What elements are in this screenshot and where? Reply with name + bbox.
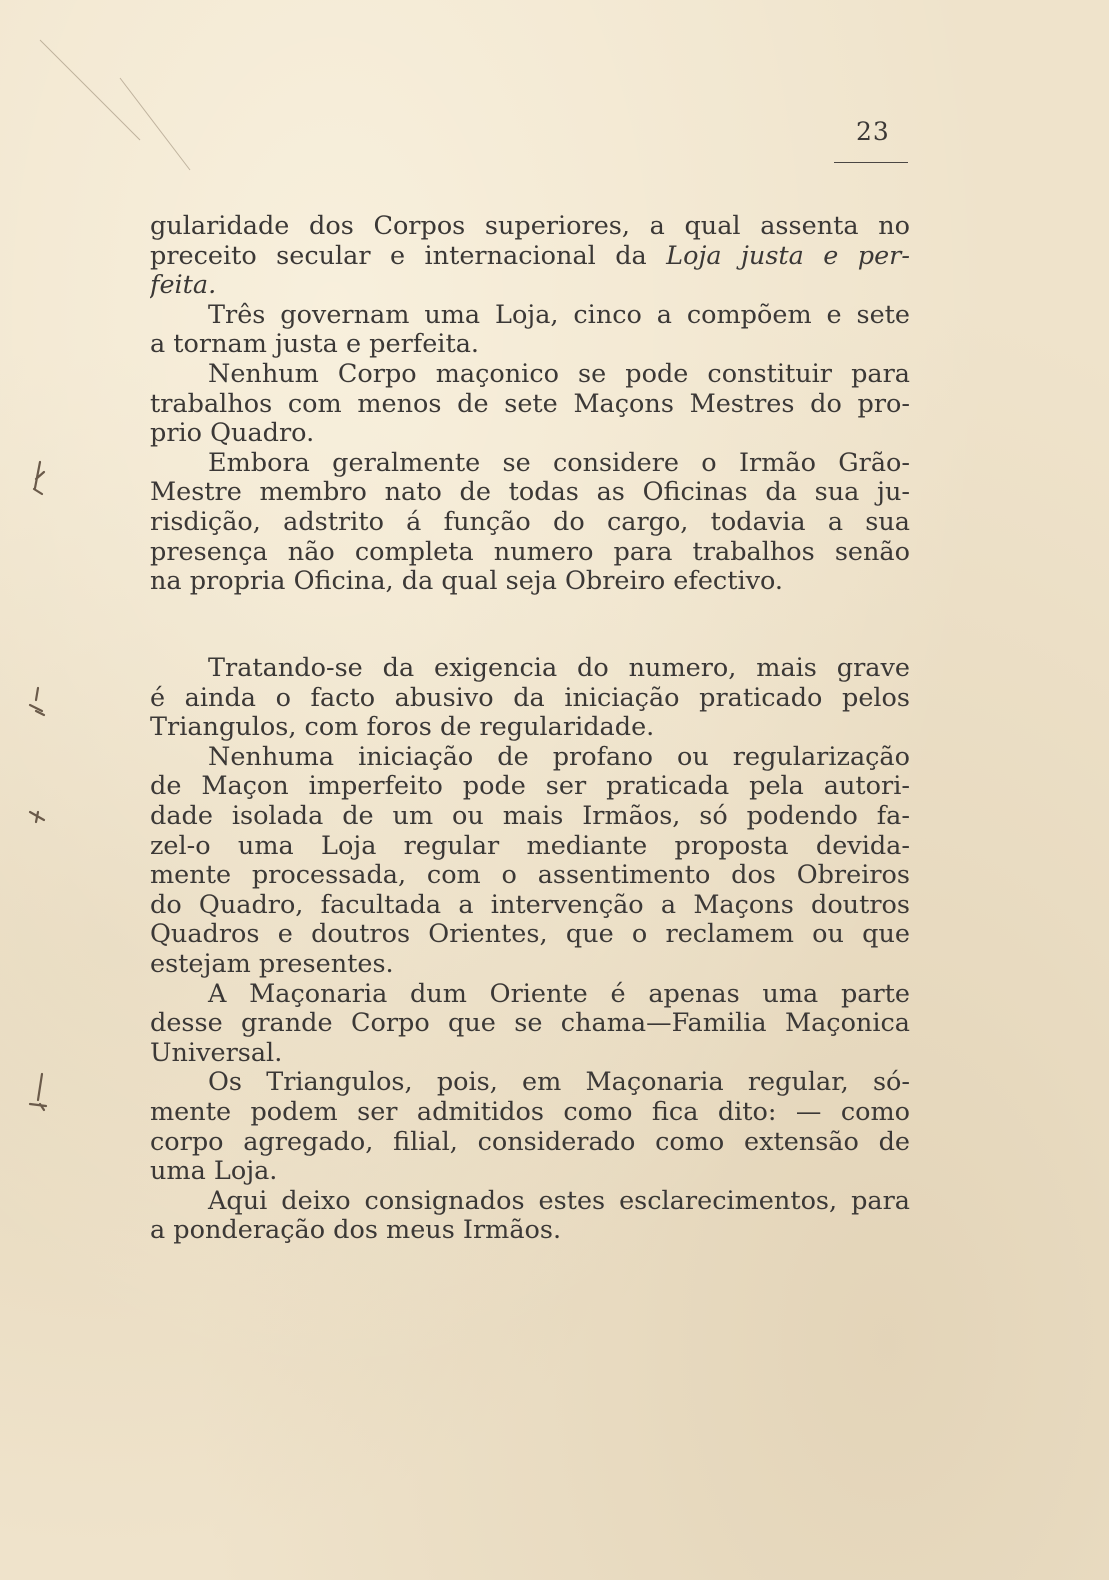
text-line	[150, 1098, 910, 1128]
margin-pencil-mark	[30, 688, 44, 715]
text-block-upper	[150, 212, 910, 597]
text-line	[150, 242, 910, 272]
line-text: Os Triangulos, pois, em Maçonaria regular, só-	[208, 1068, 910, 1098]
line-text: mente processada, com o assentimento dos Obreiros	[150, 861, 910, 891]
line-text: do Quadro, facultada a intervenção a Maçons doutros	[150, 890, 910, 920]
margin-pencil-mark	[30, 812, 44, 822]
line-text: estejam presentes.	[150, 949, 394, 979]
text-line	[150, 832, 910, 862]
text-line	[150, 419, 910, 449]
text-line	[150, 1216, 910, 1246]
text-line	[150, 449, 910, 479]
text-block-lower	[150, 654, 910, 1246]
paper-crease	[120, 78, 190, 170]
line-text: trabalhos com menos de sete Maçons Mestres do pro-	[150, 389, 910, 419]
line-text: Três governam uma Loja, cinco a compõem e sete	[208, 300, 910, 330]
margin-pencil-mark	[30, 1074, 46, 1110]
line-text: a ponderação dos meus Irmãos.	[150, 1216, 562, 1246]
line-text: corpo agregado, filial, considerado como extensão de	[150, 1127, 910, 1157]
line-text: Universal.	[150, 1038, 283, 1068]
text-line	[150, 920, 910, 950]
text-line	[150, 567, 910, 597]
text-line	[150, 950, 910, 980]
text-line	[150, 271, 910, 301]
text-line	[150, 1068, 910, 1098]
text-line	[150, 1039, 910, 1069]
text-line	[150, 861, 910, 891]
text-line	[150, 891, 910, 921]
paper-crease	[40, 40, 140, 140]
line-text: Nenhuma iniciação de profano ou regularização	[208, 742, 910, 772]
line-text: a tornam justa e perfeita.	[150, 330, 480, 360]
line-text: é ainda o facto abusivo da iniciação praticado pelos	[150, 683, 910, 713]
margin-pencil-mark	[34, 462, 44, 494]
line-text: prio Quadro.	[150, 419, 315, 449]
line-text: gularidade dos Corpos superiores, a qual assenta no	[150, 212, 910, 241]
text-line	[150, 743, 910, 773]
line-text: de Maçon imperfeito pode ser praticada pela autori-	[150, 772, 910, 802]
line-text: presença não completa numero para trabalhos senão	[150, 537, 910, 567]
text-line	[150, 802, 910, 832]
line-text: mente podem ser admitidos como fica dito: — como	[150, 1097, 910, 1127]
line-text: Triangulos, com foros de regularidade.	[150, 713, 655, 743]
italic-phrase: Loja justa e per-	[666, 241, 910, 271]
text-line	[150, 980, 910, 1010]
text-line	[150, 330, 910, 360]
line-text: na propria Oficina, da qual seja Obreiro efectivo.	[150, 567, 784, 597]
text-line	[150, 478, 910, 508]
line-text: Aqui deixo consignados estes esclarecimentos, para	[208, 1186, 910, 1216]
text-line	[150, 390, 910, 420]
text-line	[150, 654, 910, 684]
line-text: dade isolada de um ou mais Irmãos, só podendo fa-	[150, 801, 910, 831]
line-text: Quadros e doutros Orientes, que o reclamem ou que	[150, 920, 910, 950]
line-text: risdição, adstrito á função do cargo, todavia a sua	[150, 507, 910, 537]
page-number-rule	[834, 162, 908, 163]
text-line	[150, 772, 910, 802]
text-line	[150, 713, 910, 743]
text-line	[150, 508, 910, 538]
line-text: A Maçonaria dum Oriente é apenas uma parte	[208, 979, 910, 1009]
line-text: Nenhum Corpo maçonico se pode constituir para	[208, 359, 910, 389]
text-line	[150, 538, 910, 568]
line-text: uma Loja.	[150, 1157, 278, 1187]
text-line	[150, 1187, 910, 1217]
italic-phrase: feita.	[150, 271, 217, 301]
line-text: desse grande Corpo que se chama—Familia Maçonica	[150, 1009, 910, 1039]
line-text: zel-o uma Loja regular mediante proposta devida-	[150, 831, 910, 861]
text-line	[150, 360, 910, 390]
text-line	[150, 212, 910, 242]
text-line	[150, 1157, 910, 1187]
line-text: Embora geralmente se considere o Irmão Grão-	[208, 448, 910, 478]
line-text: Mestre membro nato de todas as Oficinas da sua ju-	[150, 478, 910, 508]
text-line	[150, 684, 910, 714]
text-line	[150, 1009, 910, 1039]
line-text: preceito secular e internacional da	[150, 241, 667, 271]
line-text: Tratando-se da exigencia do numero, mais grave	[208, 654, 910, 683]
text-line	[150, 301, 910, 331]
text-line	[150, 1128, 910, 1158]
page-number: 23	[856, 117, 890, 146]
